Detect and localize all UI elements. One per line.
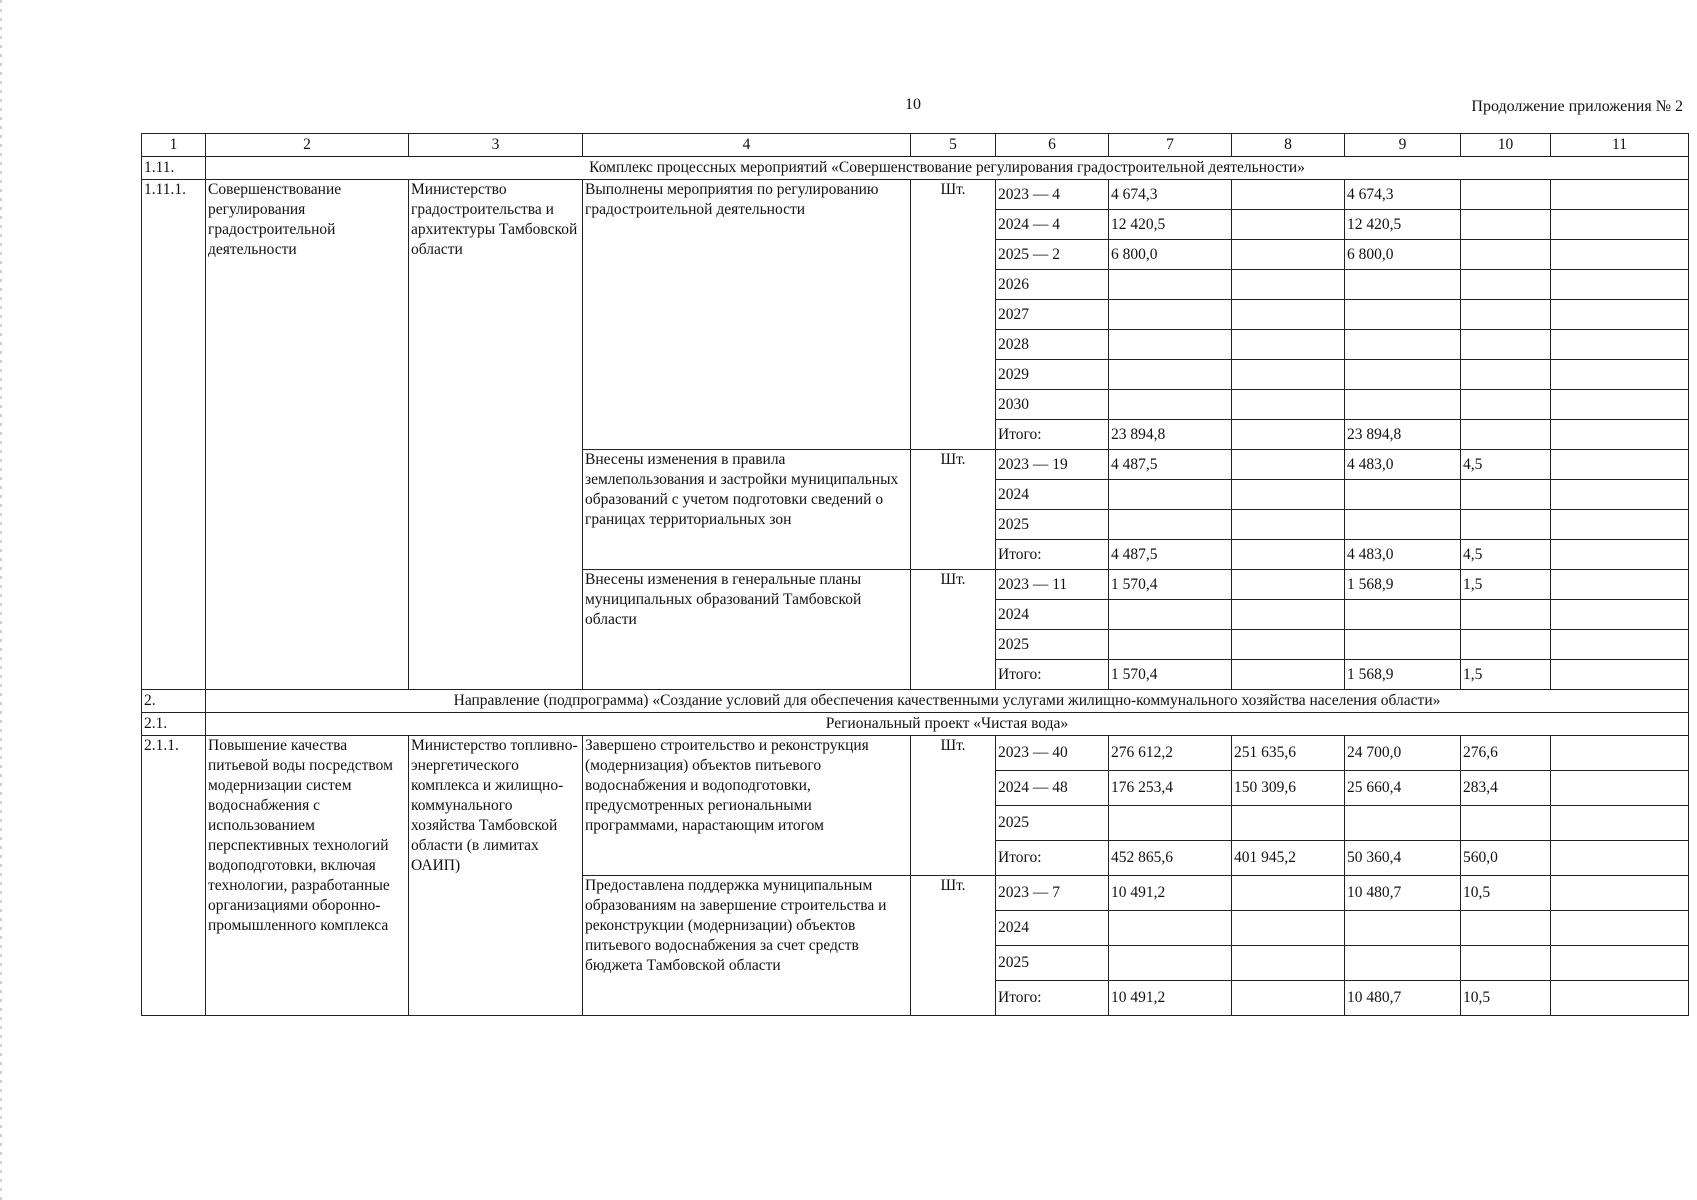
federal-budget [1232,660,1345,690]
federal-budget [1232,570,1345,600]
federal-budget: 150 309,6 [1232,771,1345,806]
regional-budget [1345,806,1461,841]
local-budget: 10,5 [1461,981,1551,1016]
year-value: Итого: [996,660,1109,690]
result-unit: Шт. [911,570,996,690]
total-funding [1109,630,1232,660]
total-funding: 452 865,6 [1109,841,1232,876]
federal-budget [1232,540,1345,570]
result-unit: Шт. [911,450,996,570]
total-funding [1109,480,1232,510]
result-description: Внесены изменения в генеральные планы муниципальных образований Тамбовской области [583,570,911,690]
local-budget [1461,330,1551,360]
year-value: Итого: [996,540,1109,570]
year-value: 2025 — 2 [996,240,1109,270]
local-budget [1461,480,1551,510]
local-budget [1461,390,1551,420]
federal-budget [1232,806,1345,841]
column-number-2: 2 [206,134,409,157]
scan-edge-marks [0,0,2,1200]
result-description: Предоставлена поддержка муниципальным образованиям на завершение строительства и реконструкции (модернизации) объектов питьевого водоснабжения за счет средств бюджета Тамбовской области [583,876,911,1016]
regional-budget [1345,630,1461,660]
year-value: 2025 [996,630,1109,660]
total-funding: 1 570,4 [1109,570,1232,600]
other-sources [1551,911,1689,946]
local-budget [1461,911,1551,946]
appendix-caption: Продолжение приложения № 2 [1471,98,1683,115]
regional-budget: 4 483,0 [1345,540,1461,570]
total-funding [1109,270,1232,300]
section-number: 2.1. [142,713,206,736]
year-value: 2023 — 4 [996,180,1109,210]
federal-budget [1232,876,1345,911]
regional-budget: 24 700,0 [1345,736,1461,771]
year-value: 2027 [996,300,1109,330]
other-sources [1551,876,1689,911]
year-value: 2030 [996,390,1109,420]
local-budget: 1,5 [1461,570,1551,600]
item-name: Повышение качества питьевой воды посредством модернизации систем водоснабжения с использованием перспективных технологий водоподготовки, включая технологии, разработанные организациями оборонно-промышленного комплекса [206,736,409,1016]
local-budget [1461,420,1551,450]
local-budget [1461,360,1551,390]
regional-budget: 4 483,0 [1345,450,1461,480]
other-sources [1551,390,1689,420]
total-funding: 276 612,2 [1109,736,1232,771]
federal-budget [1232,510,1345,540]
other-sources [1551,300,1689,330]
other-sources [1551,420,1689,450]
other-sources [1551,736,1689,771]
regional-budget [1345,946,1461,981]
result-unit: Шт. [911,736,996,876]
total-funding [1109,600,1232,630]
federal-budget [1232,946,1345,981]
other-sources [1551,240,1689,270]
federal-budget [1232,420,1345,450]
other-sources [1551,450,1689,480]
total-funding: 6 800,0 [1109,240,1232,270]
regional-budget: 6 800,0 [1345,240,1461,270]
federal-budget [1232,360,1345,390]
regional-budget: 10 480,7 [1345,876,1461,911]
regional-budget [1345,480,1461,510]
regional-budget [1345,360,1461,390]
regional-budget: 50 360,4 [1345,841,1461,876]
local-budget: 276,6 [1461,736,1551,771]
column-number-6: 6 [996,134,1109,157]
regional-budget: 25 660,4 [1345,771,1461,806]
other-sources [1551,270,1689,300]
local-budget [1461,946,1551,981]
total-funding [1109,510,1232,540]
regional-budget [1345,330,1461,360]
regional-budget [1345,600,1461,630]
result-description: Завершено строительство и реконструкция (модернизация) объектов питьевого водоснабжения и водоподготовки, предусмотренных региональными программами, нарастающим итогом [583,736,911,876]
result-unit: Шт. [911,180,996,450]
section-title: Комплекс процессных мероприятий «Совершенствование регулирования градостроительной деятельности» [206,157,1689,180]
federal-budget [1232,480,1345,510]
total-funding [1109,806,1232,841]
local-budget [1461,600,1551,630]
column-number-row [142,134,1689,157]
table-row [142,736,1689,771]
local-budget [1461,630,1551,660]
item-executor: Министерство градостроительства и архитектуры Тамбовской области [409,180,583,690]
regional-budget: 12 420,5 [1345,210,1461,240]
year-value: 2025 [996,510,1109,540]
section-title: Направление (подпрограмма) «Создание условий для обеспечения качественными услугами жилищно-коммунального хозяйства населения области» [206,690,1689,713]
total-funding: 23 894,8 [1109,420,1232,450]
item-name: Совершенствование регулирования градостроительной деятельности [206,180,409,690]
other-sources [1551,981,1689,1016]
federal-budget [1232,911,1345,946]
year-value: 2025 [996,946,1109,981]
result-unit: Шт. [911,876,996,1016]
regional-budget: 1 568,9 [1345,570,1461,600]
local-budget: 10,5 [1461,876,1551,911]
local-budget [1461,270,1551,300]
federal-budget [1232,981,1345,1016]
column-number-7: 7 [1109,134,1232,157]
federal-budget [1232,270,1345,300]
column-number-9: 9 [1345,134,1461,157]
other-sources [1551,540,1689,570]
local-budget: 4,5 [1461,540,1551,570]
other-sources [1551,480,1689,510]
federal-budget [1232,210,1345,240]
regional-budget [1345,270,1461,300]
other-sources [1551,570,1689,600]
column-number-1: 1 [142,134,206,157]
other-sources [1551,180,1689,210]
year-value: 2024 [996,480,1109,510]
local-budget [1461,806,1551,841]
federal-budget: 401 945,2 [1232,841,1345,876]
local-budget: 560,0 [1461,841,1551,876]
regional-budget [1345,390,1461,420]
regional-budget [1345,510,1461,540]
year-value: 2024 [996,600,1109,630]
year-value: 2024 — 4 [996,210,1109,240]
total-funding: 4 487,5 [1109,450,1232,480]
year-value: Итого: [996,981,1109,1016]
federal-budget [1232,180,1345,210]
column-number-10: 10 [1461,134,1551,157]
federal-budget [1232,300,1345,330]
total-funding [1109,300,1232,330]
local-budget [1461,210,1551,240]
column-number-8: 8 [1232,134,1345,157]
year-value: 2024 — 48 [996,771,1109,806]
local-budget: 4,5 [1461,450,1551,480]
item-executor: Министерство топливно-энергетического комплекса и жилищно-коммунального хозяйства Тамбовской области (в лимитах ОАИП) [409,736,583,1016]
program-table [141,133,1689,1016]
federal-budget [1232,600,1345,630]
regional-budget [1345,911,1461,946]
other-sources [1551,660,1689,690]
regional-budget: 10 480,7 [1345,981,1461,1016]
regional-budget: 1 568,9 [1345,660,1461,690]
total-funding [1109,911,1232,946]
section-row [142,713,1689,736]
federal-budget [1232,240,1345,270]
year-value: 2024 [996,911,1109,946]
section-row [142,690,1689,713]
other-sources [1551,841,1689,876]
column-number-5: 5 [911,134,996,157]
result-description: Внесены изменения в правила землепользования и застройки муниципальных образований с учетом подготовки сведений о границах территориальных зон [583,450,911,570]
section-number: 2. [142,690,206,713]
year-value: Итого: [996,420,1109,450]
year-value: Итого: [996,841,1109,876]
year-value: 2029 [996,360,1109,390]
local-budget [1461,300,1551,330]
other-sources [1551,330,1689,360]
total-funding: 12 420,5 [1109,210,1232,240]
local-budget: 283,4 [1461,771,1551,806]
year-value: 2026 [996,270,1109,300]
local-budget: 1,5 [1461,660,1551,690]
local-budget [1461,510,1551,540]
table-row [142,180,1689,210]
total-funding: 4 487,5 [1109,540,1232,570]
total-funding: 10 491,2 [1109,981,1232,1016]
section-number: 1.11. [142,157,206,180]
total-funding: 176 253,4 [1109,771,1232,806]
year-value: 2023 — 40 [996,736,1109,771]
year-value: 2025 [996,806,1109,841]
regional-budget [1345,300,1461,330]
year-value: 2023 — 7 [996,876,1109,911]
other-sources [1551,210,1689,240]
other-sources [1551,771,1689,806]
column-number-4: 4 [583,134,911,157]
total-funding [1109,390,1232,420]
regional-budget: 4 674,3 [1345,180,1461,210]
section-row [142,157,1689,180]
year-value: 2023 — 11 [996,570,1109,600]
item-number: 2.1.1. [142,736,206,1016]
other-sources [1551,946,1689,981]
other-sources [1551,806,1689,841]
regional-budget: 23 894,8 [1345,420,1461,450]
page-number: 10 [905,96,921,113]
federal-budget [1232,390,1345,420]
total-funding [1109,946,1232,981]
result-description: Выполнены мероприятия по регулированию градостроительной деятельности [583,180,911,450]
column-number-3: 3 [409,134,583,157]
column-number-11: 11 [1551,134,1689,157]
other-sources [1551,630,1689,660]
total-funding: 4 674,3 [1109,180,1232,210]
other-sources [1551,510,1689,540]
local-budget [1461,240,1551,270]
year-value: 2023 — 19 [996,450,1109,480]
local-budget [1461,180,1551,210]
federal-budget [1232,450,1345,480]
federal-budget: 251 635,6 [1232,736,1345,771]
federal-budget [1232,630,1345,660]
total-funding: 1 570,4 [1109,660,1232,690]
other-sources [1551,600,1689,630]
total-funding: 10 491,2 [1109,876,1232,911]
total-funding [1109,330,1232,360]
federal-budget [1232,330,1345,360]
item-number: 1.11.1. [142,180,206,690]
other-sources [1551,360,1689,390]
section-title: Региональный проект «Чистая вода» [206,713,1689,736]
year-value: 2028 [996,330,1109,360]
total-funding [1109,360,1232,390]
